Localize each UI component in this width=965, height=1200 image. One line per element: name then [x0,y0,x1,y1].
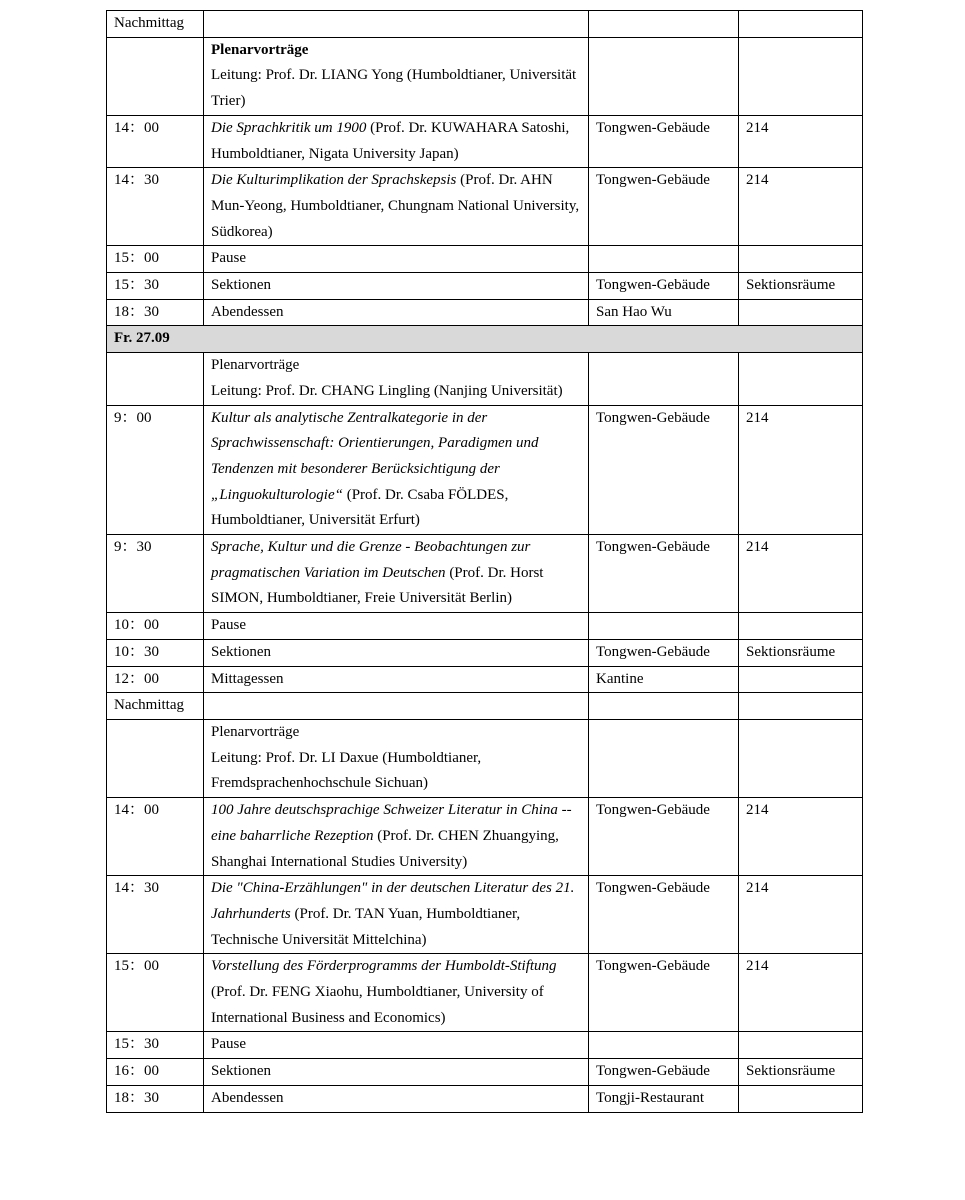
event-cell [204,37,589,115]
venue-cell [589,693,739,720]
plenary-title: Plenarvorträge [211,41,309,58]
time-cell: 10：30 [107,639,204,666]
section-label: Nachmittag [107,693,204,720]
venue-cell: Tongji-Restaurant [589,1085,739,1112]
schedule-row [107,168,863,246]
room-cell [739,1085,863,1112]
venue-cell [589,37,739,115]
room-cell: 214 [739,115,863,167]
time-cell: 15：00 [107,246,204,273]
talk-speaker: (Prof. Dr. Csaba FÖLDES, Humboldtianer, Universität Erfurt) [211,486,509,529]
event-cell [204,1059,589,1086]
room-cell [739,246,863,273]
talk-title: Die Kulturimplikation der Sprachskepsis [211,172,457,189]
time-cell: 16：00 [107,1059,204,1086]
event-cell [204,11,589,38]
venue-cell [589,353,739,405]
venue-cell: Tongwen-Gebäude [589,405,739,535]
plenary-title: Plenarvorträge [211,357,300,374]
room-cell: 214 [739,876,863,954]
time-cell: 15：30 [107,1032,204,1059]
talk-title: Die Sprachkritik um 1900 [211,119,367,136]
schedule-row [107,798,863,876]
plenary-chair: Leitung: Prof. Dr. LI Daxue (Humboldtianer, Fremdsprachenhochschule Sichuan) [211,749,482,792]
room-cell [739,37,863,115]
room-cell [739,299,863,326]
plenary-chair: Leitung: Prof. Dr. LIANG Yong (Humboldtianer, Universität Trier) [211,67,577,110]
event-cell [204,1032,589,1059]
event-cell [204,954,589,1032]
plenary-title: Plenarvorträge [211,723,300,740]
time-cell: 10：00 [107,613,204,640]
talk-title: Sprache, Kultur und die Grenze - Beobachtungen zur pragmatischen Variation im Deutschen [211,539,531,581]
room-cell [739,719,863,797]
schedule-row [107,115,863,167]
room-cell [739,613,863,640]
room-cell: 214 [739,954,863,1032]
venue-cell [589,719,739,797]
schedule-row [107,1032,863,1059]
event-cell [204,666,589,693]
schedule-body [107,11,863,1113]
schedule-row [107,246,863,273]
event-label: Sektionen [211,1063,271,1080]
event-cell [204,613,589,640]
event-label: Sektionen [211,277,271,294]
schedule-row [107,719,863,797]
event-label: Pause [211,1036,246,1053]
event-cell [204,1085,589,1112]
plenary-chair: Leitung: Prof. Dr. CHANG Lingling (Nanjing Universität) [211,382,563,399]
venue-cell [589,613,739,640]
schedule-row [107,1085,863,1112]
time-cell: 9：00 [107,405,204,535]
time-cell: 12：00 [107,666,204,693]
event-cell [204,876,589,954]
room-cell: 214 [739,535,863,613]
venue-cell: Tongwen-Gebäude [589,876,739,954]
time-cell [107,353,204,405]
event-cell [204,168,589,246]
room-cell [739,353,863,405]
room-cell: Sektionsräume [739,1059,863,1086]
time-cell [107,37,204,115]
venue-cell: Tongwen-Gebäude [589,115,739,167]
time-cell: 15：00 [107,954,204,1032]
day-label: Fr. 27.09 [107,326,863,353]
time-cell: 9：30 [107,535,204,613]
event-cell [204,719,589,797]
event-cell [204,535,589,613]
venue-cell: Tongwen-Gebäude [589,798,739,876]
schedule-row [107,1059,863,1086]
time-cell: 14：00 [107,798,204,876]
venue-cell: Tongwen-Gebäude [589,639,739,666]
talk-title: Die "China-Erzählungen" in der deutschen Literatur des 21. Jahrhunderts [211,880,575,922]
talk-speaker: (Prof. Dr. TAN Yuan, Humboldtianer, Technische Universität Mittelchina) [211,905,521,948]
room-cell: 214 [739,405,863,535]
time-cell: 18：30 [107,299,204,326]
room-cell: Sektionsräume [739,639,863,666]
schedule-row [107,353,863,405]
talk-speaker: (Prof. Dr. AHN Mun-Yeong, Humboldtianer, Chungnam National University, Südkorea) [211,172,580,240]
section-label: Nachmittag [107,11,204,38]
venue-cell [589,11,739,38]
schedule-row [107,639,863,666]
event-label: Mittagessen [211,670,284,687]
schedule-row [107,693,863,720]
time-cell: 14：00 [107,115,204,167]
talk-title: Vorstellung des Förderprogramms der Humboldt-Stiftung [211,958,557,975]
talk-speaker: (Prof. Dr. KUWAHARA Satoshi, Humboldtianer, Nigata University Japan) [211,119,570,162]
event-cell [204,353,589,405]
schedule-row [107,666,863,693]
event-cell [204,639,589,666]
room-cell: 214 [739,168,863,246]
room-cell [739,693,863,720]
schedule-row [107,11,863,38]
talk-speaker: (Prof. Dr. FENG Xiaohu, Humboldtianer, University of International Business and Economics) [211,984,544,1026]
schedule-row [107,299,863,326]
talk-speaker: (Prof. Dr. CHEN Zhuangying, Shanghai International Studies University) [211,827,559,870]
talk-title: Kultur als analytische Zentralkategorie in der Sprachwissenschaft: Orientierungen, Paradigmen und Tendenzen mit besonderer Berücksichtigung der „Linguokulturologie“ [211,409,539,503]
event-cell [204,273,589,300]
venue-cell [589,246,739,273]
venue-cell: Tongwen-Gebäude [589,535,739,613]
venue-cell: Tongwen-Gebäude [589,273,739,300]
event-label: Pause [211,617,246,634]
schedule-row [107,876,863,954]
talk-title: 100 Jahre deutschsprachige Schweizer Literatur in China -- eine baharrliche Rezeption [211,802,572,844]
schedule-table [106,10,863,1113]
event-label: Abendessen [211,303,284,320]
room-cell [739,11,863,38]
event-cell [204,299,589,326]
event-cell [204,405,589,535]
venue-cell: Tongwen-Gebäude [589,1059,739,1086]
event-cell [204,693,589,720]
schedule-row [107,613,863,640]
time-cell: 14：30 [107,168,204,246]
event-cell [204,798,589,876]
room-cell [739,666,863,693]
time-cell [107,719,204,797]
event-label: Pause [211,250,246,267]
time-cell: 14：30 [107,876,204,954]
venue-cell: Tongwen-Gebäude [589,954,739,1032]
event-label: Sektionen [211,643,271,660]
time-cell: 15：30 [107,273,204,300]
schedule-row [107,37,863,115]
room-cell: 214 [739,798,863,876]
venue-cell: San Hao Wu [589,299,739,326]
schedule-row [107,954,863,1032]
schedule-row [107,535,863,613]
event-label: Abendessen [211,1089,284,1106]
room-cell [739,1032,863,1059]
venue-cell [589,1032,739,1059]
time-cell: 18：30 [107,1085,204,1112]
talk-speaker: (Prof. Dr. Horst SIMON, Humboldtianer, Freie Universität Berlin) [211,564,544,607]
event-cell [204,246,589,273]
venue-cell: Tongwen-Gebäude [589,168,739,246]
event-cell [204,115,589,167]
schedule-row [107,405,863,535]
schedule-row [107,273,863,300]
room-cell: Sektionsräume [739,273,863,300]
venue-cell: Kantine [589,666,739,693]
day-header-row [107,326,863,353]
